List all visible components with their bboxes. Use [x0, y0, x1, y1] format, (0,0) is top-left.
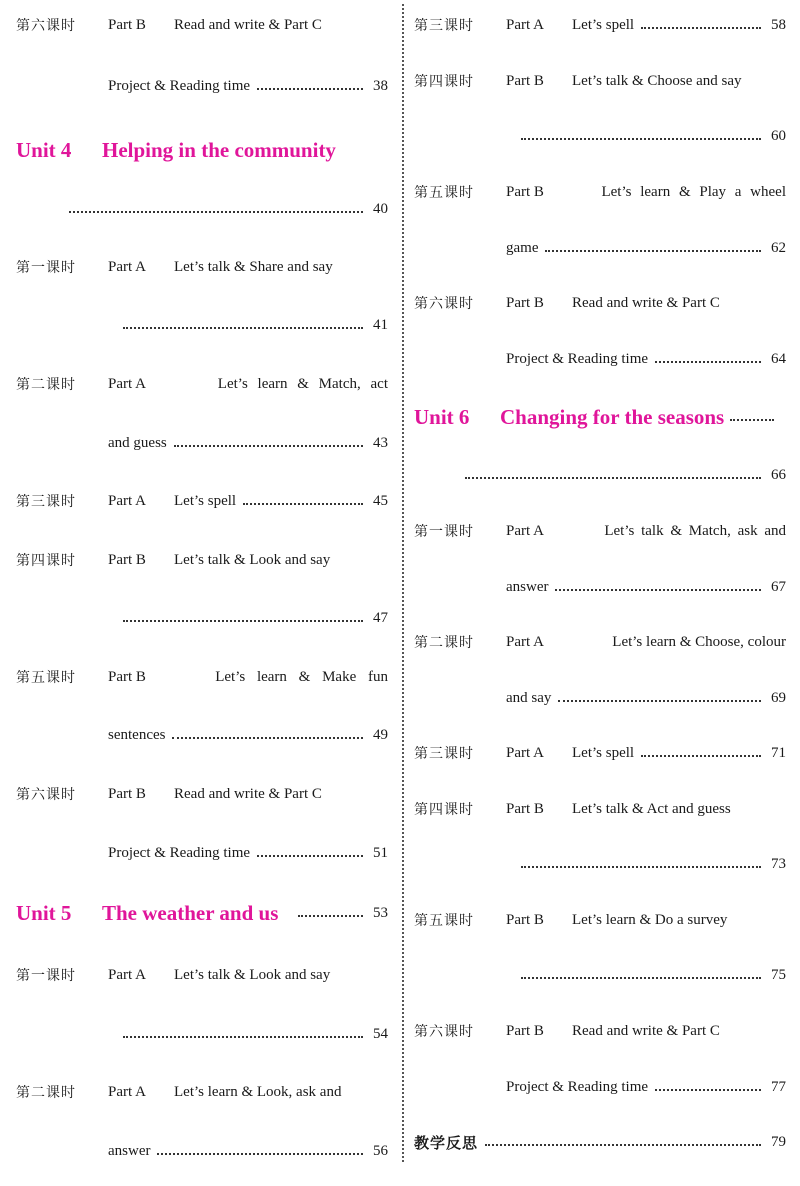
unit-number: Unit 4 — [16, 137, 72, 162]
toc-entry-continuation[interactable] — [414, 347, 786, 371]
entry-title: Let’s spell — [572, 744, 635, 761]
dot-leader — [641, 27, 761, 29]
toc-entry-continuation[interactable] — [16, 313, 388, 337]
dot-leader — [69, 211, 363, 213]
entry-title: Let’s talk & Match, ask and — [604, 522, 786, 539]
entry-title: Read and write & Part C — [572, 294, 720, 311]
entry-title: Project & Reading time — [506, 350, 649, 367]
entry-title: game — [506, 239, 539, 256]
part-label: Part A — [506, 16, 544, 33]
part-label: Part A — [506, 744, 544, 761]
lesson-label: 第二课时 — [414, 635, 474, 651]
entry-title: Project & Reading time — [506, 1078, 649, 1095]
dot-leader — [465, 477, 761, 479]
entry-title: Read and write & Part C — [174, 16, 322, 33]
toc-entry[interactable] — [16, 13, 388, 37]
page-number: 38 — [373, 77, 388, 94]
part-label: Part B — [108, 785, 146, 802]
toc-entry-continuation[interactable] — [16, 74, 388, 98]
unit-number: Unit 5 — [16, 900, 72, 925]
toc-entry[interactable] — [414, 519, 786, 543]
page-number: 45 — [373, 492, 388, 509]
toc-entry[interactable] — [16, 1080, 388, 1104]
lesson-label: 第一课时 — [414, 524, 474, 540]
toc-left-column — [16, 0, 388, 1186]
toc-entry[interactable] — [16, 489, 388, 513]
entry-title: Let’s learn & Look, ask and — [174, 1083, 342, 1100]
dot-leader — [172, 737, 363, 739]
lesson-label: 第二课时 — [16, 1085, 76, 1101]
part-label: Part B — [506, 294, 544, 311]
page-number: 69 — [771, 689, 786, 706]
part-label: Part B — [506, 911, 544, 928]
dot-leader — [123, 620, 363, 622]
part-label: Part A — [506, 633, 544, 650]
page-number: 54 — [373, 1025, 388, 1042]
lesson-label: 第一课时 — [16, 968, 76, 984]
page-number: 47 — [373, 609, 388, 626]
unit-heading[interactable] — [16, 898, 388, 928]
dot-leader — [257, 88, 363, 90]
entry-title: Let’s talk & Act and guess — [572, 800, 731, 817]
part-label: Part A — [108, 492, 146, 509]
page-number: 53 — [373, 904, 388, 921]
lesson-label: 第四课时 — [414, 74, 474, 90]
entry-title: Read and write & Part C — [174, 785, 322, 802]
dot-leader — [558, 700, 761, 702]
toc-entry-continuation[interactable] — [16, 1139, 388, 1163]
toc-entry-continuation[interactable] — [16, 431, 388, 455]
dot-leader — [730, 419, 774, 421]
entry-title: Let’s talk & Share and say — [174, 258, 333, 275]
toc-right-column — [414, 0, 786, 1186]
dot-leader — [298, 915, 363, 917]
part-label: Part A — [108, 1083, 146, 1100]
unit-page-line[interactable] — [414, 463, 786, 487]
page-number: 71 — [771, 744, 786, 761]
entry-title: sentences — [108, 726, 166, 743]
page-number: 41 — [373, 316, 388, 333]
toc-entry-continuation[interactable] — [16, 606, 388, 630]
entry-title: Read and write & Part C — [572, 1022, 720, 1039]
toc-entry-continuation[interactable] — [16, 723, 388, 747]
dot-leader — [521, 138, 761, 140]
lesson-label: 第五课时 — [414, 185, 474, 201]
part-label: Part B — [506, 1022, 544, 1039]
unit-heading[interactable] — [414, 402, 786, 432]
page-number: 58 — [771, 16, 786, 33]
toc-entry[interactable] — [16, 665, 388, 689]
toc-entry-continuation[interactable] — [414, 575, 786, 599]
unit-number: Unit 6 — [414, 404, 470, 429]
entry-title: Let’s talk & Look and say — [174, 551, 331, 568]
dot-leader — [655, 361, 761, 363]
entry-title: Let’s learn & Do a survey — [572, 911, 728, 928]
toc-entry[interactable] — [16, 548, 388, 572]
toc-entry[interactable] — [414, 13, 786, 37]
page-number: 49 — [373, 726, 388, 743]
page-number: 62 — [771, 239, 786, 256]
toc-entry[interactable] — [16, 782, 388, 806]
entry-title: answer — [108, 1142, 151, 1159]
page-number: 43 — [373, 434, 388, 451]
column-divider — [402, 4, 404, 1162]
lesson-label: 第四课时 — [16, 553, 76, 569]
page-number: 40 — [373, 200, 388, 217]
toc-entry[interactable] — [414, 630, 786, 654]
lesson-label: 第六课时 — [16, 18, 76, 34]
unit-heading[interactable] — [16, 135, 388, 165]
entry-title: Let’s talk & Choose and say — [572, 72, 742, 89]
page-number: 66 — [771, 466, 786, 483]
toc-entry-continuation[interactable] — [414, 124, 786, 148]
lesson-label: 第五课时 — [16, 670, 76, 686]
page-number: 67 — [771, 578, 786, 595]
part-label: Part B — [108, 551, 146, 568]
dot-leader — [485, 1144, 761, 1146]
entry-title: Let’s talk & Look and say — [174, 966, 331, 983]
toc-entry[interactable] — [414, 797, 786, 821]
dot-leader — [545, 250, 761, 252]
lesson-label: 第五课时 — [414, 913, 474, 929]
page-number: 56 — [373, 1142, 388, 1159]
dot-leader — [641, 755, 761, 757]
toc-entry[interactable] — [414, 291, 786, 315]
page-number: 60 — [771, 127, 786, 144]
lesson-label: 第三课时 — [414, 746, 474, 762]
lesson-label: 第三课时 — [16, 494, 76, 510]
entry-title: Let’s learn & Choose, colour — [612, 633, 786, 650]
dot-leader — [257, 855, 363, 857]
lesson-label: 第六课时 — [414, 296, 474, 312]
page-number: 64 — [771, 350, 786, 367]
entry-title: Let’s learn & Make fun — [215, 668, 388, 685]
dot-leader — [123, 327, 363, 329]
entry-title: and guess — [108, 434, 167, 451]
toc-entry-reflection[interactable] — [414, 1130, 786, 1154]
part-label: Part B — [506, 72, 544, 89]
page-number: 79 — [771, 1133, 786, 1150]
part-label: Part A — [108, 258, 146, 275]
part-label: Part B — [506, 800, 544, 817]
dot-leader — [123, 1036, 363, 1038]
lesson-label: 第四课时 — [414, 802, 474, 818]
dot-leader — [655, 1089, 761, 1091]
toc-entry-continuation[interactable] — [414, 852, 786, 876]
unit-page-line[interactable] — [16, 197, 388, 221]
toc-entry-continuation[interactable] — [16, 841, 388, 865]
lesson-label: 第三课时 — [414, 18, 474, 34]
entry-title: Let’s learn & Play a wheel — [601, 183, 786, 200]
toc-entry-continuation[interactable] — [414, 686, 786, 710]
dot-leader — [521, 866, 761, 868]
toc-entry[interactable] — [16, 255, 388, 279]
entry-title: Let’s spell — [572, 16, 635, 33]
dot-leader — [174, 445, 363, 447]
entry-title: Project & Reading time — [108, 77, 251, 94]
toc-entry-continuation[interactable] — [16, 1022, 388, 1046]
toc-entry[interactable] — [414, 69, 786, 93]
unit-title: Changing for the seasons — [500, 404, 725, 429]
part-label: Part B — [108, 16, 146, 33]
entry-title: Let’s spell — [174, 492, 237, 509]
toc-entry-continuation[interactable] — [414, 1075, 786, 1099]
toc-entry[interactable] — [16, 372, 388, 396]
page-number: 75 — [771, 966, 786, 983]
entry-title: Let’s learn & Match, act — [217, 375, 388, 392]
unit-title: Helping in the community — [102, 137, 336, 162]
toc-entry-continuation[interactable] — [414, 236, 786, 260]
unit-title: The weather and us — [102, 900, 279, 925]
lesson-label: 第六课时 — [414, 1024, 474, 1040]
part-label: Part B — [506, 183, 544, 200]
lesson-label: 第一课时 — [16, 260, 76, 276]
lesson-label: 第二课时 — [16, 377, 76, 393]
entry-title: Project & Reading time — [108, 844, 251, 861]
dot-leader — [243, 503, 363, 505]
toc-entry[interactable] — [16, 963, 388, 987]
dot-leader — [521, 977, 761, 979]
page-number: 73 — [771, 855, 786, 872]
lesson-label: 第六课时 — [16, 787, 76, 803]
entry-title: and say — [506, 689, 552, 706]
toc-entry[interactable] — [414, 180, 786, 204]
toc-entry[interactable] — [414, 908, 786, 932]
dot-leader — [157, 1153, 363, 1155]
reflection-label: 教学反思 — [414, 1133, 479, 1152]
part-label: Part A — [506, 522, 544, 539]
page-number: 51 — [373, 844, 388, 861]
entry-title: answer — [506, 578, 549, 595]
page-number: 77 — [771, 1078, 786, 1095]
toc-entry[interactable] — [414, 1019, 786, 1043]
part-label: Part B — [108, 668, 146, 685]
dot-leader — [555, 589, 761, 591]
toc-entry[interactable] — [414, 741, 786, 765]
toc-entry-continuation[interactable] — [414, 963, 786, 987]
part-label: Part A — [108, 375, 146, 392]
part-label: Part A — [108, 966, 146, 983]
